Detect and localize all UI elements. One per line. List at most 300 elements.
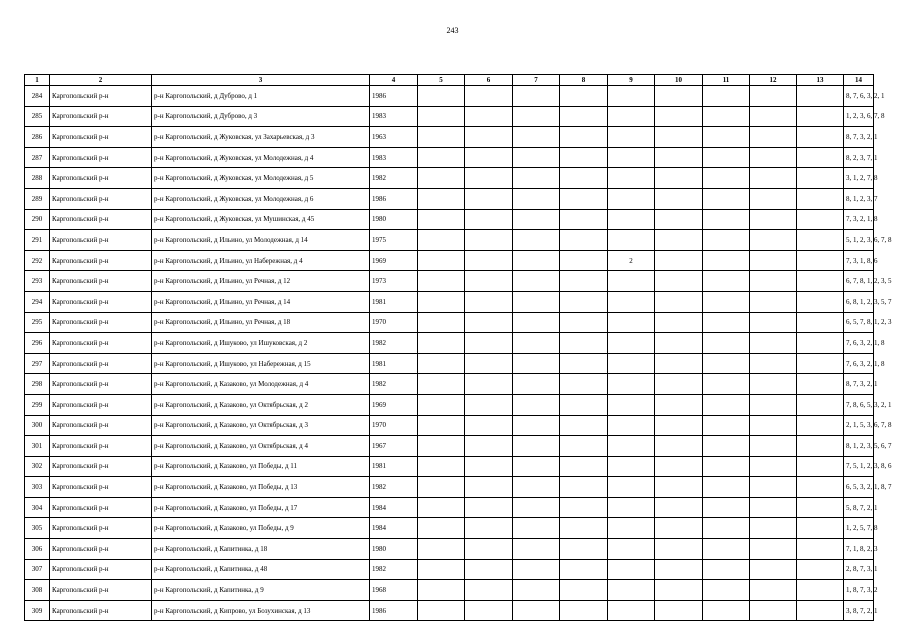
- empty-cell: [560, 353, 608, 374]
- row-number-cell: 303: [25, 477, 50, 498]
- table-row: [25, 600, 874, 621]
- empty-cell: [418, 353, 465, 374]
- row-number-cell: 288: [25, 168, 50, 189]
- column-header-9: 9: [608, 75, 655, 86]
- column-9-cell: [608, 333, 655, 354]
- year-cell: 1969: [370, 250, 418, 271]
- empty-cell: [750, 271, 797, 292]
- empty-cell: [560, 415, 608, 436]
- empty-cell: [465, 86, 513, 107]
- district-cell: Каргопольский р-н: [50, 600, 152, 621]
- empty-cell: [797, 559, 844, 580]
- column-9-cell: [608, 394, 655, 415]
- year-cell: 1982: [370, 168, 418, 189]
- column-9-cell: [608, 539, 655, 560]
- year-cell: 1983: [370, 106, 418, 127]
- district-cell: Каргопольский р-н: [50, 127, 152, 148]
- column-14-cell: 7, 3, 1, 8, 6: [844, 250, 874, 271]
- empty-cell: [703, 250, 750, 271]
- empty-cell: [750, 394, 797, 415]
- empty-cell: [655, 209, 703, 230]
- table-row: [25, 333, 874, 354]
- empty-cell: [750, 147, 797, 168]
- row-number-cell: 307: [25, 559, 50, 580]
- empty-cell: [703, 188, 750, 209]
- empty-cell: [465, 436, 513, 457]
- empty-cell: [655, 106, 703, 127]
- empty-cell: [513, 456, 560, 477]
- empty-cell: [655, 271, 703, 292]
- district-cell: Каргопольский р-н: [50, 559, 152, 580]
- table-row: [25, 127, 874, 148]
- empty-cell: [465, 374, 513, 395]
- column-header-14: 14: [844, 75, 874, 86]
- empty-cell: [703, 600, 750, 621]
- row-number-cell: 294: [25, 291, 50, 312]
- empty-cell: [513, 580, 560, 601]
- empty-cell: [703, 580, 750, 601]
- year-cell: 1968: [370, 580, 418, 601]
- empty-cell: [513, 477, 560, 498]
- empty-cell: [703, 497, 750, 518]
- column-9-cell: [608, 147, 655, 168]
- empty-cell: [797, 477, 844, 498]
- empty-cell: [560, 312, 608, 333]
- column-9-cell: [608, 168, 655, 189]
- year-cell: 1986: [370, 86, 418, 107]
- district-cell: Каргопольский р-н: [50, 394, 152, 415]
- empty-cell: [703, 374, 750, 395]
- empty-cell: [560, 250, 608, 271]
- empty-cell: [418, 86, 465, 107]
- empty-cell: [750, 333, 797, 354]
- empty-cell: [703, 333, 750, 354]
- table-row: [25, 497, 874, 518]
- empty-cell: [750, 312, 797, 333]
- empty-cell: [513, 271, 560, 292]
- table-row: [25, 394, 874, 415]
- row-number-cell: 300: [25, 415, 50, 436]
- empty-cell: [513, 127, 560, 148]
- table-row: [25, 271, 874, 292]
- year-cell: 1969: [370, 394, 418, 415]
- empty-cell: [513, 86, 560, 107]
- address-cell: р-н Каргопольский, д Кипрово, ул Бозухинская, д 13: [152, 600, 370, 621]
- empty-cell: [560, 209, 608, 230]
- empty-cell: [655, 312, 703, 333]
- column-header-8: 8: [560, 75, 608, 86]
- empty-cell: [797, 600, 844, 621]
- empty-cell: [465, 456, 513, 477]
- empty-cell: [465, 600, 513, 621]
- empty-cell: [418, 436, 465, 457]
- empty-cell: [465, 580, 513, 601]
- empty-cell: [513, 209, 560, 230]
- empty-cell: [560, 477, 608, 498]
- empty-cell: [418, 168, 465, 189]
- address-cell: р-н Каргопольский, д Казаково, ул Победы, д 13: [152, 477, 370, 498]
- address-cell: р-н Каргопольский, д Жуковская, ул Молодежная, д 4: [152, 147, 370, 168]
- empty-cell: [655, 580, 703, 601]
- empty-cell: [750, 353, 797, 374]
- address-cell: р-н Каргопольский, д Ильино, ул Речная, д 12: [152, 271, 370, 292]
- empty-cell: [465, 127, 513, 148]
- empty-cell: [418, 106, 465, 127]
- empty-cell: [560, 106, 608, 127]
- year-cell: 1970: [370, 415, 418, 436]
- empty-cell: [418, 147, 465, 168]
- year-cell: 1973: [370, 271, 418, 292]
- column-14-cell: 7, 6, 3, 2, 1, 8: [844, 353, 874, 374]
- empty-cell: [797, 312, 844, 333]
- empty-cell: [703, 291, 750, 312]
- column-header-13: 13: [797, 75, 844, 86]
- row-number-cell: 286: [25, 127, 50, 148]
- empty-cell: [797, 106, 844, 127]
- row-number-cell: 292: [25, 250, 50, 271]
- empty-cell: [655, 291, 703, 312]
- empty-cell: [750, 600, 797, 621]
- table-row: [25, 106, 874, 127]
- year-cell: 1982: [370, 333, 418, 354]
- empty-cell: [560, 291, 608, 312]
- empty-cell: [465, 539, 513, 560]
- empty-cell: [797, 394, 844, 415]
- column-14-cell: 2, 1, 5, 3, 6, 7, 8: [844, 415, 874, 436]
- empty-cell: [465, 106, 513, 127]
- empty-cell: [797, 86, 844, 107]
- empty-cell: [750, 127, 797, 148]
- empty-cell: [465, 168, 513, 189]
- empty-cell: [797, 497, 844, 518]
- empty-cell: [703, 147, 750, 168]
- row-number-cell: 304: [25, 497, 50, 518]
- column-header-7: 7: [513, 75, 560, 86]
- column-header-10: 10: [655, 75, 703, 86]
- empty-cell: [655, 127, 703, 148]
- empty-cell: [465, 333, 513, 354]
- page-number: 243: [446, 26, 459, 35]
- address-cell: р-н Каргопольский, д Казаково, ул Октябрьская, д 4: [152, 436, 370, 457]
- table-row: [25, 374, 874, 395]
- empty-cell: [750, 188, 797, 209]
- row-number-cell: 296: [25, 333, 50, 354]
- column-header-5: 5: [418, 75, 465, 86]
- empty-cell: [418, 333, 465, 354]
- empty-cell: [797, 291, 844, 312]
- row-number-cell: 299: [25, 394, 50, 415]
- empty-cell: [797, 436, 844, 457]
- empty-cell: [797, 374, 844, 395]
- table-row: [25, 539, 874, 560]
- district-cell: Каргопольский р-н: [50, 456, 152, 477]
- empty-cell: [560, 86, 608, 107]
- address-cell: р-н Каргопольский, д Ишуково, ул Набережная, д 15: [152, 353, 370, 374]
- district-cell: Каргопольский р-н: [50, 86, 152, 107]
- empty-cell: [560, 168, 608, 189]
- empty-cell: [655, 477, 703, 498]
- district-cell: Каргопольский р-н: [50, 580, 152, 601]
- column-9-cell: [608, 312, 655, 333]
- year-cell: 1970: [370, 312, 418, 333]
- empty-cell: [655, 600, 703, 621]
- empty-cell: [797, 539, 844, 560]
- table-row: [25, 580, 874, 601]
- column-14-cell: 1, 8, 7, 3, 2: [844, 580, 874, 601]
- table-row: [25, 147, 874, 168]
- empty-cell: [655, 353, 703, 374]
- district-cell: Каргопольский р-н: [50, 539, 152, 560]
- empty-cell: [750, 168, 797, 189]
- column-9-cell: [608, 477, 655, 498]
- empty-cell: [418, 394, 465, 415]
- district-cell: Каргопольский р-н: [50, 188, 152, 209]
- empty-cell: [703, 168, 750, 189]
- empty-cell: [703, 106, 750, 127]
- empty-cell: [655, 168, 703, 189]
- year-cell: 1982: [370, 477, 418, 498]
- empty-cell: [797, 271, 844, 292]
- empty-cell: [513, 374, 560, 395]
- empty-cell: [418, 230, 465, 251]
- empty-cell: [560, 127, 608, 148]
- column-14-cell: 3, 8, 7, 2, 1: [844, 600, 874, 621]
- empty-cell: [465, 230, 513, 251]
- empty-cell: [797, 415, 844, 436]
- empty-cell: [418, 209, 465, 230]
- empty-cell: [797, 188, 844, 209]
- empty-cell: [703, 312, 750, 333]
- column-9-cell: [608, 353, 655, 374]
- column-14-cell: 1, 2, 3, 6, 7, 8: [844, 106, 874, 127]
- empty-cell: [513, 188, 560, 209]
- table-row: [25, 312, 874, 333]
- column-9-cell: [608, 456, 655, 477]
- empty-cell: [465, 188, 513, 209]
- column-9-cell: [608, 600, 655, 621]
- column-header-6: 6: [465, 75, 513, 86]
- empty-cell: [750, 477, 797, 498]
- empty-cell: [513, 539, 560, 560]
- housing-register-table: [24, 74, 892, 621]
- column-14-cell: 7, 1, 8, 2, 3: [844, 539, 874, 560]
- column-9-cell: [608, 497, 655, 518]
- empty-cell: [703, 353, 750, 374]
- row-number-cell: 291: [25, 230, 50, 251]
- empty-cell: [465, 209, 513, 230]
- column-14-cell: 6, 8, 1, 2, 3, 5, 7: [844, 291, 874, 312]
- empty-cell: [560, 374, 608, 395]
- empty-cell: [703, 539, 750, 560]
- empty-cell: [465, 497, 513, 518]
- empty-cell: [750, 518, 797, 539]
- empty-cell: [560, 497, 608, 518]
- row-number-cell: 308: [25, 580, 50, 601]
- column-header-2: 2: [50, 75, 152, 86]
- empty-cell: [465, 312, 513, 333]
- column-14-cell: 8, 7, 3, 2, 1: [844, 127, 874, 148]
- address-cell: р-н Каргопольский, д Жуковская, ул Молодежная, д 5: [152, 168, 370, 189]
- column-9-cell: [608, 127, 655, 148]
- table-body: [25, 86, 892, 621]
- row-number-cell: 289: [25, 188, 50, 209]
- empty-cell: [655, 147, 703, 168]
- district-cell: Каргопольский р-н: [50, 230, 152, 251]
- empty-cell: [703, 456, 750, 477]
- empty-cell: [418, 250, 465, 271]
- empty-cell: [797, 250, 844, 271]
- empty-cell: [465, 477, 513, 498]
- empty-cell: [797, 168, 844, 189]
- year-cell: 1980: [370, 539, 418, 560]
- row-number-cell: 287: [25, 147, 50, 168]
- empty-cell: [560, 580, 608, 601]
- column-9-cell: [608, 291, 655, 312]
- empty-cell: [750, 86, 797, 107]
- table-row: [25, 168, 874, 189]
- empty-cell: [513, 168, 560, 189]
- table-row: [25, 559, 874, 580]
- year-cell: 1984: [370, 497, 418, 518]
- district-cell: Каргопольский р-н: [50, 353, 152, 374]
- year-cell: 1983: [370, 147, 418, 168]
- empty-cell: [797, 333, 844, 354]
- table-row: [25, 250, 874, 271]
- header-row: [25, 75, 874, 86]
- empty-cell: [560, 147, 608, 168]
- empty-cell: [513, 436, 560, 457]
- address-cell: р-н Каргопольский, д Жуковская, ул Мушинская, д 45: [152, 209, 370, 230]
- column-14-cell: 2, 8, 7, 3, 1: [844, 559, 874, 580]
- table-row: [25, 456, 874, 477]
- column-header-12: 12: [750, 75, 797, 86]
- empty-cell: [418, 415, 465, 436]
- empty-cell: [655, 188, 703, 209]
- empty-cell: [655, 497, 703, 518]
- empty-cell: [750, 580, 797, 601]
- empty-cell: [560, 230, 608, 251]
- column-14-cell: 3, 1, 2, 7, 8: [844, 168, 874, 189]
- empty-cell: [560, 559, 608, 580]
- address-cell: р-н Каргопольский, д Ильино, ул Молодежная, д 14: [152, 230, 370, 251]
- address-cell: р-н Каргопольский, д Капитинка, д 18: [152, 539, 370, 560]
- empty-cell: [418, 518, 465, 539]
- district-cell: Каргопольский р-н: [50, 291, 152, 312]
- row-number-cell: 305: [25, 518, 50, 539]
- district-cell: Каргопольский р-н: [50, 106, 152, 127]
- empty-cell: [418, 312, 465, 333]
- address-cell: р-н Каргопольский, д Капитинка, д 48: [152, 559, 370, 580]
- column-14-cell: 6, 5, 3, 2, 1, 8, 7: [844, 477, 874, 498]
- column-9-cell: [608, 559, 655, 580]
- district-cell: Каргопольский р-н: [50, 168, 152, 189]
- year-cell: 1980: [370, 209, 418, 230]
- empty-cell: [797, 127, 844, 148]
- row-number-cell: 290: [25, 209, 50, 230]
- empty-cell: [560, 271, 608, 292]
- empty-cell: [750, 230, 797, 251]
- district-cell: Каргопольский р-н: [50, 497, 152, 518]
- column-9-cell: [608, 86, 655, 107]
- empty-cell: [513, 353, 560, 374]
- empty-cell: [418, 127, 465, 148]
- empty-cell: [418, 477, 465, 498]
- empty-cell: [655, 415, 703, 436]
- column-9-cell: [608, 580, 655, 601]
- district-cell: Каргопольский р-н: [50, 250, 152, 271]
- empty-cell: [703, 415, 750, 436]
- empty-cell: [703, 518, 750, 539]
- column-14-cell: 7, 5, 1, 2, 3, 8, 6: [844, 456, 874, 477]
- empty-cell: [513, 250, 560, 271]
- table-row: [25, 353, 874, 374]
- column-14-cell: 1, 2, 5, 7, 8: [844, 518, 874, 539]
- empty-cell: [797, 209, 844, 230]
- table-row: [25, 518, 874, 539]
- address-cell: р-н Каргопольский, д Дуброво, д 1: [152, 86, 370, 107]
- column-9-cell: [608, 106, 655, 127]
- empty-cell: [750, 106, 797, 127]
- empty-cell: [418, 539, 465, 560]
- empty-cell: [797, 230, 844, 251]
- empty-cell: [418, 291, 465, 312]
- empty-cell: [655, 86, 703, 107]
- empty-cell: [560, 394, 608, 415]
- year-cell: 1963: [370, 127, 418, 148]
- empty-cell: [703, 230, 750, 251]
- column-14-cell: 7, 3, 2, 1, 8: [844, 209, 874, 230]
- row-number-cell: 306: [25, 539, 50, 560]
- column-9-cell: [608, 209, 655, 230]
- address-cell: р-н Каргопольский, д Капитинка, д 9: [152, 580, 370, 601]
- empty-cell: [465, 291, 513, 312]
- district-cell: Каргопольский р-н: [50, 147, 152, 168]
- empty-cell: [465, 559, 513, 580]
- empty-cell: [513, 415, 560, 436]
- column-header-1: 1: [25, 75, 50, 86]
- empty-cell: [560, 518, 608, 539]
- empty-cell: [655, 456, 703, 477]
- row-number-cell: 298: [25, 374, 50, 395]
- year-cell: 1982: [370, 559, 418, 580]
- empty-cell: [750, 415, 797, 436]
- address-cell: р-н Каргопольский, д Казаково, ул Победы, д 9: [152, 518, 370, 539]
- district-cell: Каргопольский р-н: [50, 312, 152, 333]
- empty-cell: [513, 600, 560, 621]
- empty-cell: [465, 250, 513, 271]
- year-cell: 1981: [370, 353, 418, 374]
- empty-cell: [465, 271, 513, 292]
- empty-cell: [750, 291, 797, 312]
- empty-cell: [465, 353, 513, 374]
- table-row: [25, 209, 874, 230]
- empty-cell: [655, 230, 703, 251]
- address-cell: р-н Каргопольский, д Казаково, ул Победы, д 11: [152, 456, 370, 477]
- row-number-cell: 309: [25, 600, 50, 621]
- empty-cell: [465, 147, 513, 168]
- row-number-cell: 295: [25, 312, 50, 333]
- column-9-cell: [608, 436, 655, 457]
- empty-cell: [797, 353, 844, 374]
- empty-cell: [560, 456, 608, 477]
- year-cell: 1986: [370, 188, 418, 209]
- column-14-cell: 8, 1, 2, 3, 7: [844, 188, 874, 209]
- empty-cell: [418, 271, 465, 292]
- empty-cell: [655, 518, 703, 539]
- empty-cell: [513, 312, 560, 333]
- address-cell: р-н Каргопольский, д Казаково, ул Молодежная, д 4: [152, 374, 370, 395]
- empty-cell: [750, 250, 797, 271]
